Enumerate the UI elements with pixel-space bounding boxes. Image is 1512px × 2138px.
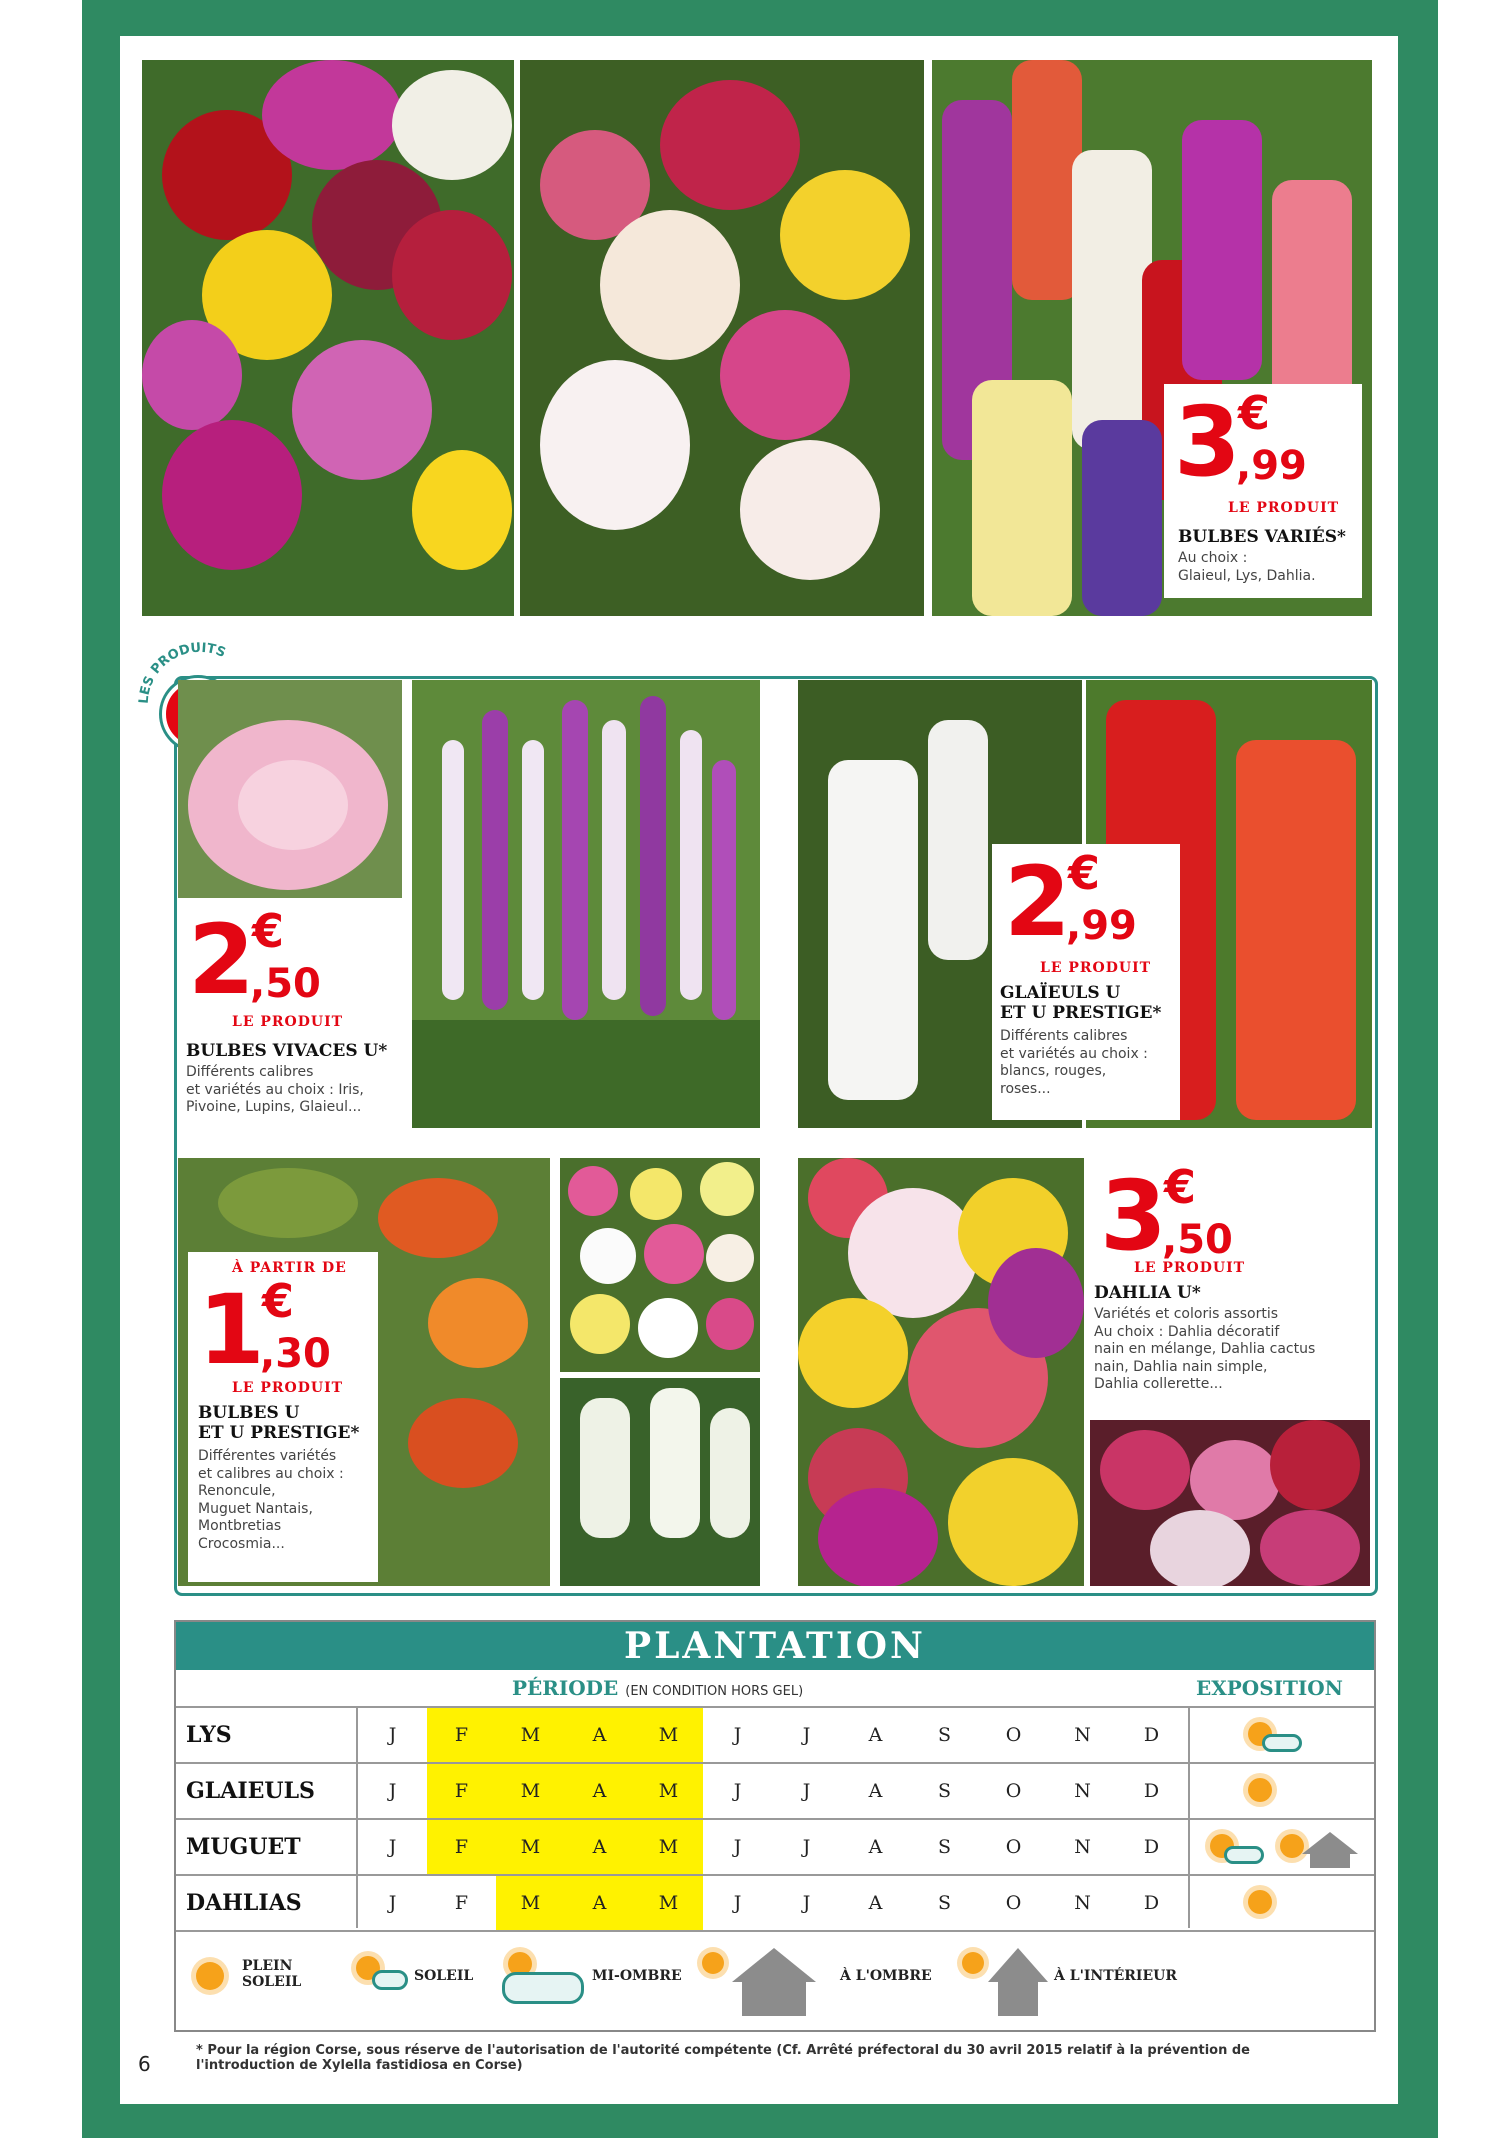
month-cell: O — [1005, 1724, 1022, 1746]
desc-line: Glaieul, Lys, Dahlia. — [1178, 567, 1316, 584]
house-roof — [732, 1948, 816, 1982]
plein-soleil-icon — [1248, 1778, 1272, 1802]
column-divider — [1188, 1706, 1190, 1928]
month-cell: D — [1143, 1836, 1160, 1858]
month-cell: A — [868, 1780, 883, 1802]
cloud-shape — [1262, 1734, 1302, 1752]
footnote-line: l'introduction de Xylella fastidiosa en Corse) — [196, 2057, 523, 2073]
desc-line: et calibres au choix : — [198, 1465, 344, 1482]
desc-line: blancs, rouges, — [1000, 1063, 1107, 1079]
month-cell: F — [427, 1764, 496, 1818]
desc-line: Montbretias — [198, 1518, 282, 1534]
legend-mi-ombre: MI-OMBRE — [592, 1968, 682, 1984]
a-l-ombre-icon — [1280, 1834, 1304, 1858]
house-roof — [1302, 1832, 1358, 1854]
month-cell: A — [565, 1820, 634, 1874]
month-cell: S — [937, 1892, 952, 1914]
cloud-shape — [1224, 1846, 1264, 1864]
price — [1004, 846, 1192, 958]
desc-line: Au choix : — [1178, 550, 1248, 566]
currency-symbol: € — [1238, 386, 1271, 440]
desc-line: roses... — [1000, 1080, 1051, 1097]
price-cents: ,50 — [250, 961, 321, 1007]
product-name — [198, 1404, 359, 1443]
price-cents: ,99 — [1236, 443, 1307, 489]
planting-table — [174, 1620, 1376, 2032]
price-integer: 3 — [1174, 386, 1237, 498]
house-roof — [988, 1948, 1048, 1982]
product-desc — [198, 1448, 344, 1553]
plant-name: GLAIEULS — [186, 1778, 315, 1804]
exposure-icons — [1190, 1764, 1372, 1818]
month-cell: J — [733, 1780, 742, 1802]
house-body — [998, 1982, 1038, 2016]
name-line: GLAÏEULS U — [1000, 983, 1121, 1003]
offer-dahlia-u — [1088, 1160, 1370, 1418]
unit-label: LE PRODUIT — [1134, 1260, 1246, 1276]
currency-symbol: € — [1068, 846, 1101, 900]
month-cell: D — [1143, 1724, 1160, 1746]
month-cell: M — [634, 1876, 703, 1930]
product-name: BULBES VIVACES U* — [186, 1041, 388, 1061]
month-cell: J — [802, 1780, 811, 1802]
page-number: 6 — [138, 2052, 151, 2076]
price-prefix: À PARTIR DE — [232, 1260, 347, 1276]
month-cell: M — [496, 1820, 565, 1874]
offer-bulbes-varies — [1164, 384, 1362, 598]
desc-line: et variétés au choix : — [1000, 1045, 1148, 1062]
month-cell: O — [1005, 1780, 1022, 1802]
footnote-line: * Pour la région Corse, sous réserve de l'autorisation de l'autorité compétente (Cf. Arrêté préfectoral du 30 avril 2015 relatif à la prévention de — [196, 2043, 1251, 2058]
period-label — [512, 1676, 803, 1700]
currency-symbol: € — [1164, 1160, 1197, 1214]
price-integer: 3 — [1100, 1160, 1163, 1272]
legend-plein-soleil — [242, 1958, 301, 1990]
price-cents: ,50 — [1162, 1217, 1233, 1263]
name-line: BULBES U — [198, 1403, 300, 1423]
month-cell: A — [868, 1836, 883, 1858]
price-cents: ,99 — [1066, 903, 1137, 949]
month-cell: O — [1005, 1836, 1022, 1858]
exposure-label: EXPOSITION — [1196, 1676, 1343, 1700]
month-cell: J — [802, 1724, 811, 1746]
sun-house-indoor-icon — [962, 1952, 984, 1974]
price-integer: 1 — [198, 1274, 261, 1386]
product-desc — [1000, 1028, 1148, 1098]
desc-line: nain, Dahlia nain simple, — [1094, 1358, 1268, 1375]
month-cell: S — [937, 1780, 952, 1802]
month-cell: M — [634, 1764, 703, 1818]
period-note: (EN CONDITION HORS GEL) — [625, 1684, 804, 1699]
product-name: BULBES VARIÉS* — [1178, 527, 1346, 547]
plein-soleil-icon — [1248, 1890, 1272, 1914]
sun-house-icon — [702, 1952, 724, 1974]
legend-a-l-interieur: À L'INTÉRIEUR — [1054, 1968, 1177, 1984]
price — [198, 1274, 388, 1386]
month-cell: J — [802, 1836, 811, 1858]
month-cell: M — [634, 1820, 703, 1874]
planting-title: PLANTATION — [176, 1622, 1374, 1670]
house-body — [1310, 1854, 1350, 1868]
month-cell: N — [1074, 1892, 1091, 1914]
price — [188, 904, 416, 1016]
name-line: ET U PRESTIGE* — [198, 1422, 360, 1443]
unit-label: LE PRODUIT — [232, 1380, 344, 1396]
price-cents: ,30 — [260, 1331, 331, 1377]
planting-subheader — [176, 1672, 1374, 1704]
price — [1174, 386, 1372, 498]
currency-symbol: € — [262, 1274, 295, 1328]
price-integer: 2 — [1004, 846, 1067, 958]
legend-soleil: SOLEIL — [414, 1968, 474, 1984]
photo-ranunculus — [560, 1158, 760, 1372]
desc-line: Différents calibres — [186, 1064, 314, 1080]
desc-line: Différents calibres — [1000, 1028, 1128, 1044]
exposure-icons — [1190, 1708, 1372, 1762]
product-desc — [1094, 1306, 1315, 1394]
desc-line: nain en mélange, Dahlia cactus — [1094, 1341, 1316, 1357]
desc-line: Au choix : Dahlia décoratif — [1094, 1323, 1280, 1340]
month-cell: M — [496, 1708, 565, 1762]
photo-dahlias — [142, 60, 514, 616]
month-cell: A — [565, 1764, 634, 1818]
desc-line: Dahlia collerette... — [1094, 1376, 1223, 1392]
month-cell: D — [1143, 1780, 1160, 1802]
month-cell: J — [733, 1836, 742, 1858]
exposure-icons — [1190, 1876, 1372, 1930]
desc-line: Renoncule, — [198, 1483, 276, 1499]
month-cell: S — [937, 1836, 952, 1858]
desc-line: Variétés et coloris assortis — [1094, 1306, 1278, 1322]
photo-liatris — [412, 680, 760, 1128]
month-cell: F — [454, 1892, 469, 1914]
photo-dahlia-cactus — [1090, 1420, 1370, 1586]
sun-icon — [196, 1962, 224, 1990]
month-cell: J — [733, 1892, 742, 1914]
photo-muguet — [560, 1378, 760, 1586]
month-cell: F — [427, 1820, 496, 1874]
offer-glaieuls — [992, 844, 1180, 1120]
offer-bulbes-u-prestige — [188, 1252, 378, 1582]
period-title: PÉRIODE — [512, 1676, 619, 1700]
house-body — [742, 1982, 806, 2016]
month-cell: A — [565, 1876, 634, 1930]
desc-line: Crocosmia... — [198, 1535, 285, 1552]
month-cell: J — [733, 1724, 742, 1746]
month-cell: J — [802, 1892, 811, 1914]
plant-name: DAHLIAS — [186, 1890, 302, 1916]
month-cell: N — [1074, 1724, 1091, 1746]
legend-line: PLEIN — [242, 1958, 293, 1974]
legend-a-l-ombre: À L'OMBRE — [840, 1968, 932, 1984]
footnote — [196, 2044, 1346, 2074]
desc-line: Muguet Nantais, — [198, 1500, 313, 1517]
legend-line: SOLEIL — [242, 1974, 302, 1990]
photo-dahlia-simple — [798, 1158, 1084, 1586]
month-cell: A — [565, 1708, 634, 1762]
photo-peony — [178, 680, 402, 898]
photo-lilies — [520, 60, 924, 616]
desc-line: Pivoine, Lupins, Glaieul... — [186, 1099, 362, 1115]
month-cell: O — [1005, 1892, 1022, 1914]
product-desc — [1178, 550, 1316, 585]
cloud-shape — [372, 1970, 408, 1990]
exposure-legend — [176, 1930, 1374, 2028]
unit-label: LE PRODUIT — [1228, 500, 1340, 516]
price — [1100, 1160, 1382, 1272]
plant-name: MUGUET — [186, 1834, 301, 1860]
product-name: DAHLIA U* — [1094, 1283, 1201, 1303]
month-cell: J — [388, 1724, 397, 1746]
price-integer: 2 — [188, 904, 251, 1016]
currency-symbol: € — [252, 904, 285, 958]
plant-name: LYS — [186, 1722, 232, 1748]
logo-arc-text: LES PRODUITS — [136, 640, 228, 705]
month-cell: D — [1143, 1892, 1160, 1914]
unit-label: LE PRODUIT — [1040, 960, 1152, 976]
month-cell: A — [868, 1892, 883, 1914]
month-cell: N — [1074, 1836, 1091, 1858]
product-desc — [186, 1064, 364, 1117]
month-cell: J — [388, 1780, 397, 1802]
month-cell: M — [496, 1876, 565, 1930]
month-cell: J — [388, 1836, 397, 1858]
desc-line: et variétés au choix : Iris, — [186, 1081, 364, 1098]
desc-line: Différentes variétés — [198, 1448, 337, 1464]
cloud-shape — [502, 1972, 584, 2004]
name-line: ET U PRESTIGE* — [1000, 1002, 1162, 1023]
month-cell: N — [1074, 1780, 1091, 1802]
unit-label: LE PRODUIT — [232, 1014, 344, 1030]
product-name — [1000, 984, 1161, 1023]
month-cell: J — [388, 1892, 397, 1914]
month-cell: M — [634, 1708, 703, 1762]
month-cell: S — [937, 1724, 952, 1746]
month-cell: F — [427, 1708, 496, 1762]
month-cell: M — [496, 1764, 565, 1818]
month-cell: A — [868, 1724, 883, 1746]
exposure-icons — [1190, 1820, 1372, 1874]
column-divider — [356, 1706, 358, 1928]
offer-bulbes-vivaces — [178, 900, 406, 1128]
